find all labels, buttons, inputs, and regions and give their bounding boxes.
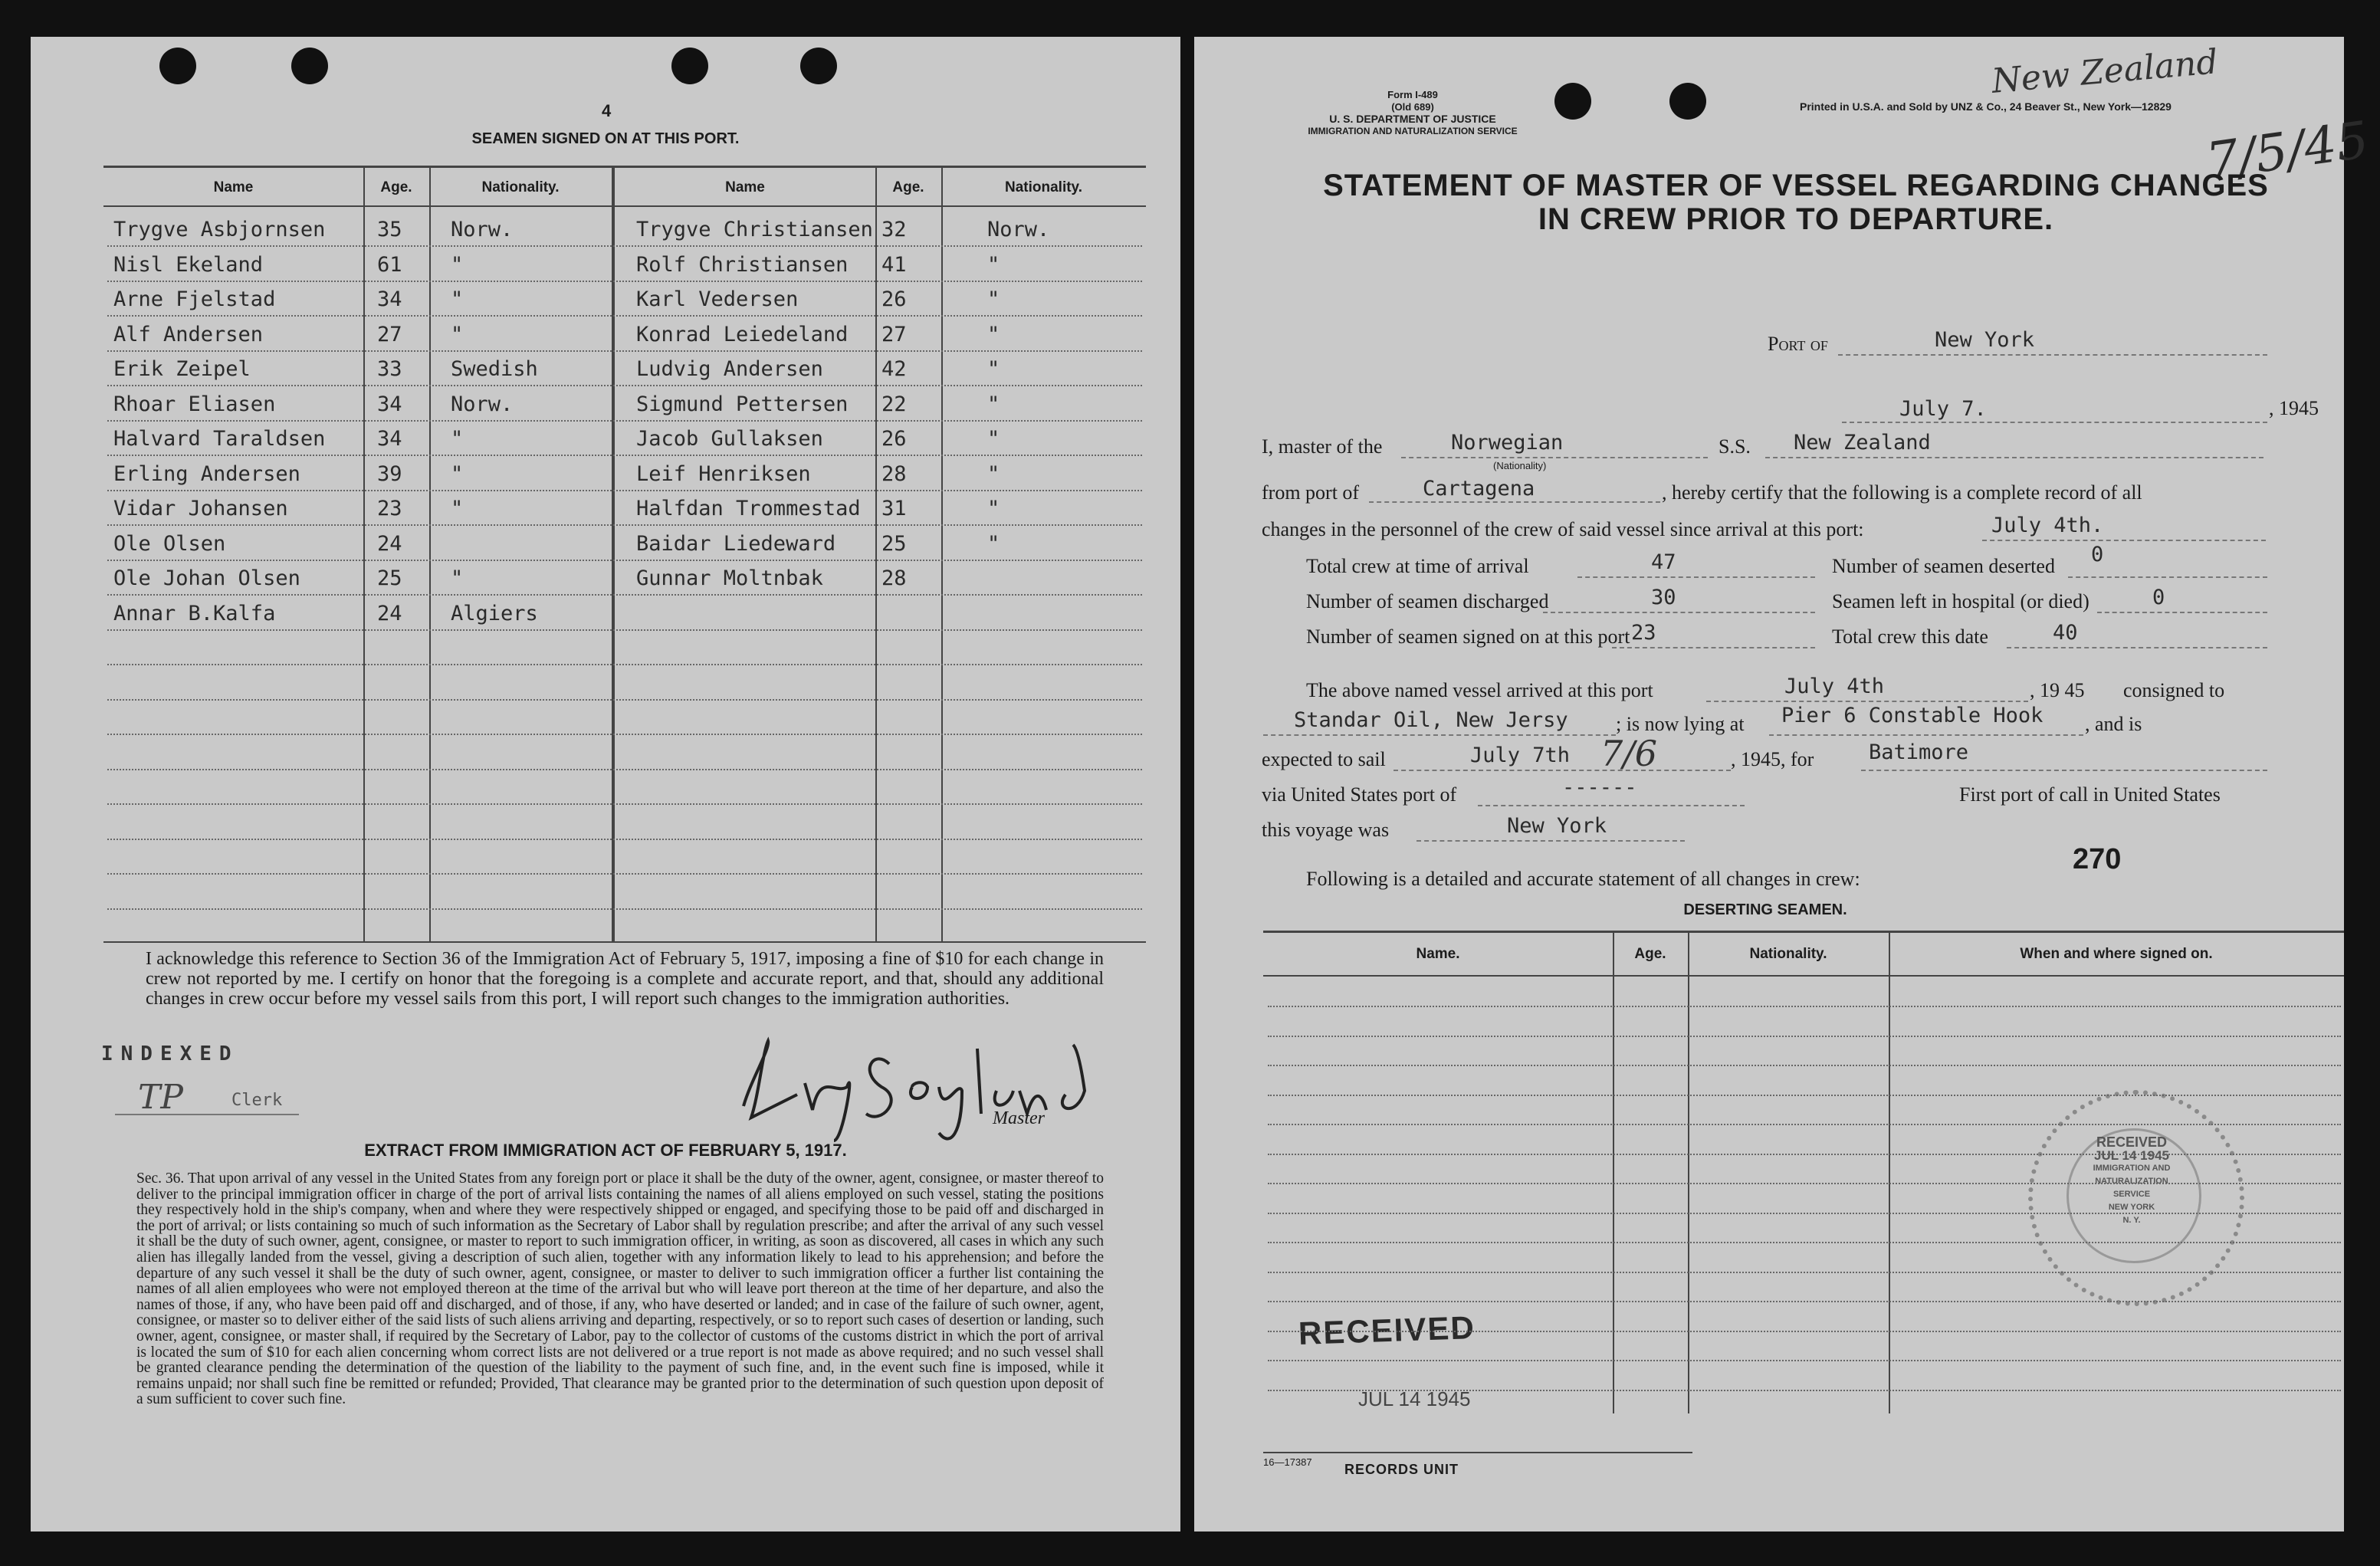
- row-line: [1268, 1242, 2341, 1243]
- total-crew-date-label: Total crew this date: [1832, 625, 1988, 648]
- seaman-name: Jacob Gullaksen: [636, 427, 823, 451]
- row-line: [107, 524, 1142, 526]
- records-unit: RECORDS UNIT: [1344, 1462, 1459, 1477]
- form-subtitle: IN CREW PRIOR TO DEPARTURE.: [1538, 202, 2054, 236]
- seaman-name: Leif Henriksen: [636, 461, 811, 486]
- following-text: Following is a detailed and accurate statement of all changes in crew:: [1306, 868, 1860, 890]
- seaman-age: 27: [881, 322, 907, 346]
- seaman-age: 22: [881, 392, 907, 416]
- form-old: (Old 689): [1391, 101, 1434, 113]
- extract-title: EXTRACT FROM IMMIGRATION ACT OF FEBRUARY 5, 1917.: [364, 1141, 847, 1160]
- row-line: [107, 281, 1142, 282]
- seaman-nationality: ": [451, 322, 464, 346]
- row-line: [1268, 1006, 2341, 1007]
- lying-value: Pier 6 Constable Hook: [1781, 704, 2044, 727]
- seaman-name: Ole Olsen: [113, 531, 226, 556]
- seaman-age: 24: [377, 531, 402, 556]
- punch-hole: [671, 48, 708, 84]
- seaman-age: 42: [881, 357, 907, 381]
- master-of-label: I, master of the: [1262, 435, 1383, 458]
- seaman-age: 34: [377, 392, 402, 416]
- consignee: Standar Oil, New Jersy: [1294, 708, 1568, 732]
- seaman-name: Halvard Taraldsen: [113, 427, 326, 451]
- column-header: Name: [725, 179, 765, 195]
- voyage-value: New York: [1507, 814, 1607, 838]
- seaman-name: Trygve Christiansen: [636, 218, 873, 241]
- stamp-line: IMMIGRATION AND: [2093, 1164, 2171, 1173]
- column-header: Age.: [1634, 946, 1666, 962]
- seaman-name: Vidar Johansen: [113, 497, 288, 520]
- form-title: STATEMENT OF MASTER OF VESSEL REGARDING CHANGES: [1323, 169, 2269, 202]
- seaman-nationality: ": [451, 566, 464, 590]
- total-crew-arrival-label: Total crew at time of arrival: [1306, 555, 1529, 577]
- seaman-nationality: Norw.: [451, 218, 514, 241]
- row-line: [107, 350, 1142, 352]
- seaman-age: 28: [881, 566, 907, 590]
- column-header: Name: [213, 179, 254, 195]
- expected-label: expected to sail: [1262, 748, 1386, 770]
- arrived-year: , 19 45: [2030, 679, 2085, 701]
- handwritten-number: 270: [2073, 843, 2122, 875]
- seaman-age: 61: [377, 252, 402, 277]
- deserted-value: 0: [2091, 543, 2104, 566]
- arrived-label: The above named vessel arrived at this port: [1306, 679, 1653, 701]
- row-line: [107, 699, 1142, 701]
- printer-note: Printed in U.S.A. and Sold by UNZ & Co., 24 Beaver St., New York—12829: [1800, 100, 2172, 113]
- deserted-label: Number of seamen deserted: [1832, 555, 2055, 577]
- left-page: [31, 37, 1180, 1532]
- row-line: [1268, 1183, 2341, 1184]
- stamp-line: RECEIVED: [2096, 1134, 2168, 1150]
- master-signature: [698, 1018, 1127, 1148]
- clerk-initials: TP: [138, 1078, 183, 1117]
- via-value: ------: [1562, 776, 1637, 799]
- voyage-label: this voyage was: [1262, 819, 1390, 841]
- row-line: [107, 873, 1142, 875]
- handwritten-vessel: New Zealand: [1990, 42, 2220, 101]
- deserting-title: DESERTING SEAMEN.: [1683, 901, 1847, 918]
- row-line: [107, 245, 1142, 247]
- from-port-value: Cartagena: [1423, 477, 1535, 501]
- row-line: [107, 490, 1142, 491]
- seaman-nationality: ": [451, 497, 464, 520]
- seaman-age: 34: [377, 287, 402, 311]
- punch-hole: [800, 48, 837, 84]
- form-number: Form I-489: [1387, 89, 1438, 100]
- sail-year: , 1945, for: [1731, 748, 1814, 770]
- row-line: [1268, 1154, 2341, 1155]
- seaman-age: 33: [377, 357, 402, 381]
- seaman-age: 23: [377, 497, 402, 520]
- hospital-label: Seamen left in hospital (or died): [1832, 590, 2089, 612]
- footer-code: 16—17387: [1263, 1456, 1312, 1468]
- seaman-age: 25: [881, 531, 907, 556]
- seaman-age: 26: [881, 427, 907, 451]
- seaman-nationality: ": [987, 497, 1000, 520]
- seaman-name: Erik Zeipel: [113, 357, 251, 381]
- received-date: JUL 14 1945: [1358, 1387, 1471, 1410]
- row-line: [1268, 1390, 2341, 1391]
- seaman-name: Rhoar Eliasen: [113, 392, 276, 416]
- seaman-age: 31: [881, 497, 907, 520]
- seaman-name: Baidar Liedeward: [636, 531, 836, 556]
- stamp-line: N. Y.: [2122, 1216, 2141, 1225]
- seaman-nationality: Swedish: [451, 357, 538, 381]
- seaman-name: Nisl Ekeland: [113, 252, 264, 277]
- row-line: [107, 315, 1142, 317]
- right-page: [1194, 37, 2372, 1532]
- seaman-name: Halfdan Trommestad: [636, 497, 861, 520]
- seaman-age: 32: [881, 218, 907, 241]
- punch-hole: [1554, 83, 1591, 120]
- row-line: [107, 908, 1142, 910]
- nationality-value: Norwegian: [1451, 431, 1564, 455]
- column-header: Name.: [1416, 946, 1460, 962]
- and-is-label: , and is: [2085, 713, 2142, 735]
- stamp-line: SERVICE: [2112, 1190, 2151, 1199]
- seaman-nationality: ": [987, 322, 1000, 346]
- row-line: [107, 385, 1142, 386]
- master-label: Master: [993, 1108, 1045, 1128]
- seaman-age: 26: [881, 287, 907, 311]
- stamp-line: JUL 14 1945: [2094, 1148, 2169, 1163]
- row-line: [107, 664, 1142, 665]
- row-line: [1268, 1272, 2341, 1273]
- received-stamp: RECEIVED: [1298, 1308, 1476, 1352]
- service: IMMIGRATION AND NATURALIZATION SERVICE: [1308, 126, 1518, 136]
- seaman-nationality: Norw.: [987, 218, 1050, 241]
- stamp-line: NATURALIZATION: [2095, 1177, 2168, 1186]
- expected-value: July 7th: [1470, 744, 1571, 767]
- punch-hole: [291, 48, 328, 84]
- seaman-name: Alf Andersen: [113, 322, 264, 346]
- ss-label: S.S.: [1719, 435, 1751, 458]
- punch-hole: [159, 48, 196, 84]
- certify-text: , hereby certify that the following is a complete record of all: [1662, 481, 2142, 504]
- seaman-age: 24: [377, 601, 402, 625]
- handwritten-date: 7/5/45: [2202, 110, 2372, 192]
- consigned-label: consigned to: [2123, 679, 2225, 701]
- hospital-value: 0: [2152, 586, 2165, 609]
- column-header: Age.: [892, 179, 924, 195]
- seaman-nationality: ": [987, 357, 1000, 381]
- page-number: 4: [602, 101, 612, 120]
- seaman-age: 27: [377, 322, 402, 346]
- row-line: [1268, 1360, 2341, 1361]
- row-line: [107, 455, 1142, 456]
- row-line: [107, 560, 1142, 561]
- column-header: Nationality.: [481, 179, 560, 195]
- row-line: [1268, 1213, 2341, 1214]
- seaman-nationality: ": [987, 461, 1000, 486]
- discharged-value: 30: [1651, 586, 1676, 609]
- row-line: [1268, 1331, 2341, 1332]
- lying-label: ; is now lying at: [1616, 713, 1745, 735]
- row-line: [1268, 1124, 2341, 1125]
- department: U. S. DEPARTMENT OF JUSTICE: [1329, 113, 1496, 125]
- row-line: [107, 839, 1142, 840]
- row-line: [107, 769, 1142, 770]
- seaman-nationality: ": [987, 287, 1000, 311]
- port-value: New York: [1935, 328, 2035, 352]
- seaman-name: Annar B.Kalfa: [113, 601, 276, 625]
- column-header: Age.: [380, 179, 412, 195]
- clerk-label: Clerk: [231, 1091, 283, 1110]
- row-line: [107, 629, 1142, 631]
- via-label: via United States port of: [1262, 783, 1457, 806]
- seaman-nationality: ": [451, 287, 464, 311]
- seaman-name: Ole Johan Olsen: [113, 566, 300, 590]
- signed-on-label: Number of seamen signed on at this port: [1306, 625, 1630, 648]
- acknowledgement-text: I acknowledge this reference to Section 36 of the Immigration Act of February 5, 1917, imposing a fine of $10 for each change in crew not reported by me. I certify on honor that the foregoing is a complete and accurate report, and that, should any additional changes in crew occur before my vessel sails from this port, I will report such changes to the immigration authorities.: [146, 949, 1104, 1009]
- column-header: Nationality.: [1749, 946, 1827, 962]
- column-header: When and where signed on.: [2020, 946, 2213, 962]
- seaman-name: Gunnar Moltnbak: [636, 566, 823, 590]
- seaman-age: 28: [881, 461, 907, 486]
- column-header: Nationality.: [1005, 179, 1082, 195]
- seaman-age: 35: [377, 218, 402, 241]
- seaman-nationality: ": [451, 252, 464, 277]
- seaman-nationality: ": [987, 531, 1000, 556]
- destination: Batimore: [1869, 740, 1969, 764]
- from-port-label: from port of: [1262, 481, 1360, 504]
- seaman-name: Rolf Christiansen: [636, 252, 849, 277]
- first-port-label: First port of call in United States: [1959, 783, 2221, 806]
- seaman-nationality: ": [451, 461, 464, 486]
- date-value: July 7.: [1899, 397, 1987, 421]
- expected-correction: 7/6: [1600, 733, 1658, 774]
- seaman-name: Trygve Asbjornsen: [113, 218, 326, 241]
- row-line: [107, 803, 1142, 805]
- seaman-nationality: ": [987, 392, 1000, 416]
- signed-on-value: 23: [1631, 621, 1656, 645]
- section-title: SEAMEN SIGNED ON AT THIS PORT.: [471, 130, 740, 147]
- seaman-age: 34: [377, 427, 402, 451]
- nationality-caption: (Nationality): [1493, 460, 1547, 471]
- seaman-age: 39: [377, 461, 402, 486]
- year-suffix: , 1945: [2269, 397, 2319, 419]
- row-line: [1268, 1036, 2341, 1037]
- total-crew-date: 40: [2053, 621, 2078, 645]
- row-line: [107, 734, 1142, 735]
- seaman-name: Karl Vedersen: [636, 287, 799, 311]
- extract-text: Sec. 36. That upon arrival of any vessel in the United States from any foreign port or place it shall be the duty of the owner, agent, consignee, or master thereof to deliver to the principal immigration officer in charge of the port of arrival lists containing the names of all aliens employed on such vessel, stating the positions they respectively hold in the ship's company, when and where they were respectively shipped or engaged, and specifying those to be paid off and discharged in the port of arrival; or lists containing so much of such information as the Secretary of Labor shall by regulation prescribe; and after the arrival of any such vessel it shall be the duty of such owner, agent, consignee, or master to report to such immigration officer, in writing, as soon as discovered, all cases in which any such alien has illegally landed from the vessel, giving a description of such alien, together with any information likely to lead to his apprehension; and before the departure of any such vessel it shall be the duty of such owner, agent, consignee, or master to deliver to such immigration officer a further list containing the names of all alien employees who were not employed thereon at the time of the arrival but who will leave port thereon at the time of her departure, and also the names of those, if any, who have been paid off and discharged, and of those, if any, who have deserted or landed; and in case of the failure of such owner, agent, consignee, or master so to deliver either of the said lists of such aliens arriving and departing, respectively, or so to report such cases of desertion or landing, such owner, agent, consignee, or master shall, if required by the Secretary of Labor, pay to the collector of customs of the customs district in which the port of arrival is located the sum of $10 for each alien concerning whom correct lists are not delivered or a true report is not made as above required; and no such vessel shall be granted clearance pending the determination of the question of the liability to the payment of such fine, and, in the event such fine is imposed, while it remains unpaid; nor shall such fine be remitted or refunded; Provided, That clearance may be granted prior to the determination of such question upon deposit of a sum sufficient to cover such fine.: [136, 1170, 1104, 1408]
- seaman-name: Sigmund Pettersen: [636, 392, 849, 416]
- row-line: [107, 420, 1142, 422]
- seaman-age: 25: [377, 566, 402, 590]
- vessel-name: New Zealand: [1794, 431, 1931, 455]
- seaman-name: Ludvig Andersen: [636, 357, 823, 381]
- seaman-age: 41: [881, 252, 907, 277]
- changes-text: changes in the personnel of the crew of said vessel since arrival at this port:: [1262, 518, 1864, 540]
- row-line: [107, 594, 1142, 596]
- total-crew-arrival: 47: [1651, 550, 1676, 574]
- seaman-nationality: Algiers: [451, 601, 538, 625]
- port-label: Port of: [1768, 333, 1828, 355]
- seaman-name: Erling Andersen: [113, 461, 300, 486]
- seaman-nationality: ": [987, 427, 1000, 451]
- row-line: [1268, 1301, 2341, 1302]
- seaman-nationality: ": [987, 252, 1000, 277]
- seaman-name: Konrad Leiedeland: [636, 322, 849, 346]
- seaman-nationality: Norw.: [451, 392, 514, 416]
- arrival-date: July 4th.: [1991, 514, 2104, 537]
- seaman-nationality: ": [451, 427, 464, 451]
- row-line: [1268, 1065, 2341, 1066]
- discharged-label: Number of seamen discharged: [1306, 590, 1549, 612]
- indexed-stamp: INDEXED: [101, 1042, 239, 1065]
- arrived-value: July 4th: [1784, 675, 1885, 698]
- stamp-line: NEW YORK: [2108, 1203, 2155, 1212]
- row-line: [1268, 1095, 2341, 1096]
- punch-hole: [1669, 83, 1706, 120]
- seaman-name: Arne Fjelstad: [113, 287, 276, 311]
